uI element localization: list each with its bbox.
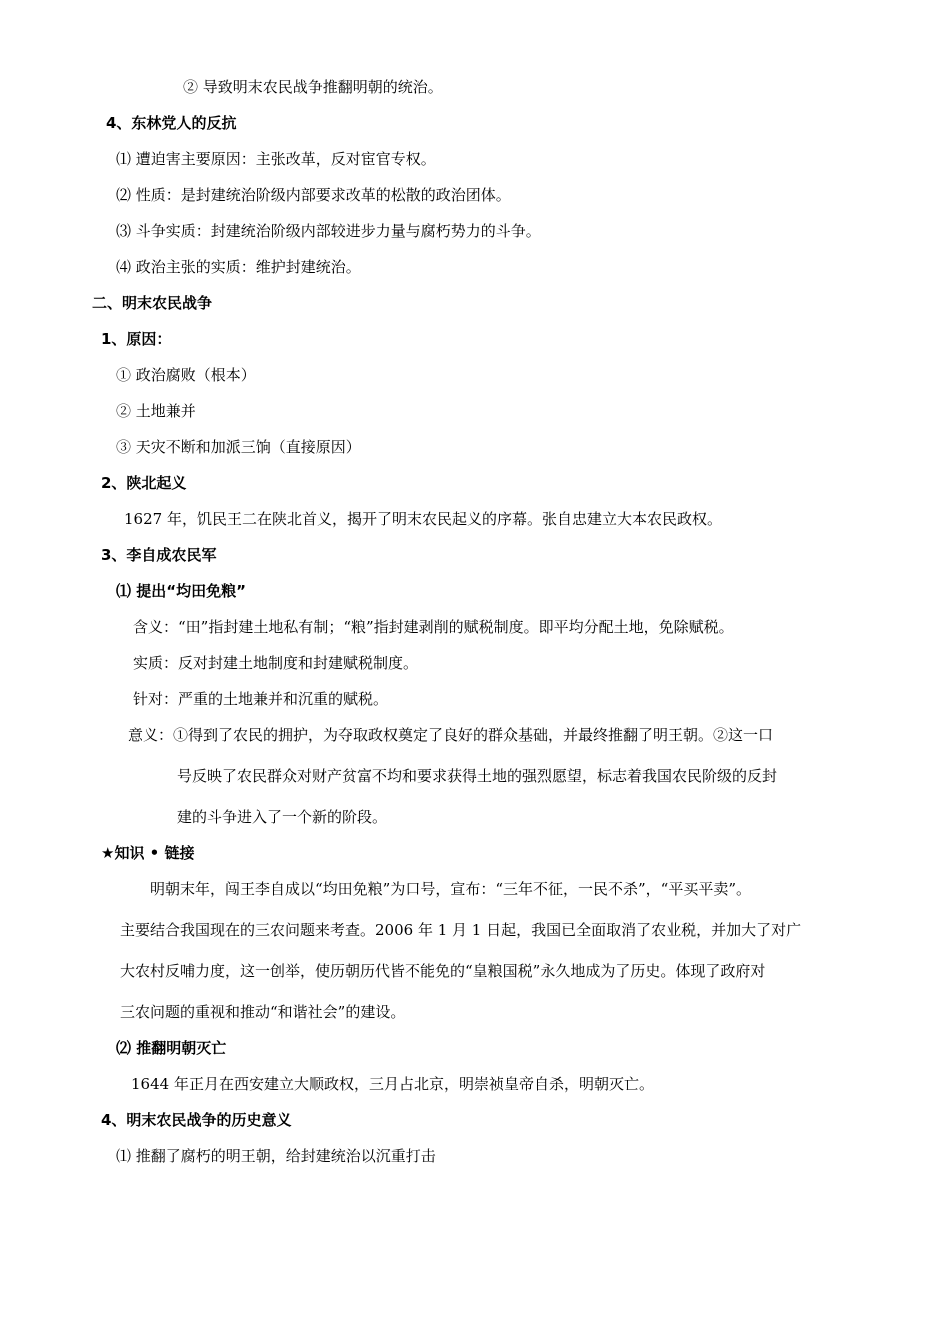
text-line: ⑶ 斗争实质：封建统治阶级内部较进步力量与腐朽势力的斗争。: [116, 222, 541, 240]
text-line: ② 土地兼并: [116, 402, 196, 420]
text-line: 号反映了农民群众对财产贫富不均和要求获得土地的强烈愿望，标志着我国农民阶级的反封: [177, 767, 778, 785]
text-line: ③ 天灾不断和加派三饷（直接原因）: [116, 438, 361, 456]
text-line: 1627 年，饥民王二在陕北首义，揭开了明末农民起义的序幕。张自忠建立大本农民政权。: [124, 510, 722, 528]
section-heading: 1、原因：: [101, 330, 172, 348]
text-line: ① 政治腐败（根本）: [116, 366, 256, 384]
text-line: 建的斗争进入了一个新的阶段。: [177, 808, 388, 826]
text-line: ⑴ 遭迫害主要原因：主张改革，反对宦官专权。: [116, 150, 436, 168]
section-heading: 4、明末农民战争的历史意义: [101, 1111, 292, 1129]
text-line: 意义：①得到了农民的拥护，为夺取政权奠定了良好的群众基础，并最终推翻了明王朝。②这一口: [128, 726, 774, 744]
text-line: 针对：严重的土地兼并和沉重的赋税。: [133, 690, 389, 708]
text-line: 1644 年正月在西安建立大顺政权，三月占北京，明崇祯皇帝自杀，明朝灭亡。: [131, 1075, 654, 1093]
knowledge-link-heading: ★知识 • 链接: [101, 844, 195, 862]
text-line: ⑴ 推翻了腐朽的明王朝，给封建统治以沉重打击: [116, 1147, 436, 1165]
text-line: ② 导致明末农民战争推翻明朝的统治。: [183, 78, 443, 96]
section-heading: 4、东林党人的反抗: [106, 114, 237, 132]
text-line: 明朝末年，闯王李自成以“均田免粮”为口号，宣布：“三年不征，一民不杀”，“平买平卖”。: [150, 880, 752, 898]
text-line: ⑷ 政治主张的实质：维护封建统治。: [116, 258, 361, 276]
subsection-heading: ⑵ 推翻明朝灭亡: [116, 1039, 227, 1057]
text-line: 大农村反哺力度，这一创举，使历朝历代皆不能免的“皇粮国税”永久地成为了历史。体现了政府对: [120, 962, 766, 980]
section-heading: 3、李自成农民军: [101, 546, 217, 564]
text-line: 主要结合我国现在的三农问题来考查。2006 年 1 月 1 日起，我国已全面取消了农业税，并加大了对广: [120, 921, 802, 939]
text-line: 实质：反对封建土地制度和封建赋税制度。: [133, 654, 419, 672]
text-line: 三农问题的重视和推动“和谐社会”的建设。: [120, 1003, 406, 1021]
chapter-heading: 二、明末农民战争: [92, 294, 213, 312]
subsection-heading: ⑴ 提出“均田免粮”: [116, 582, 246, 600]
text-line: ⑵ 性质：是封建统治阶级内部要求改革的松散的政治团体。: [116, 186, 511, 204]
text-line: 含义：“田”指封建土地私有制；“粮”指封建剥削的赋税制度。即平均分配土地，免除赋税。: [133, 618, 734, 636]
section-heading: 2、陕北起义: [101, 474, 187, 492]
